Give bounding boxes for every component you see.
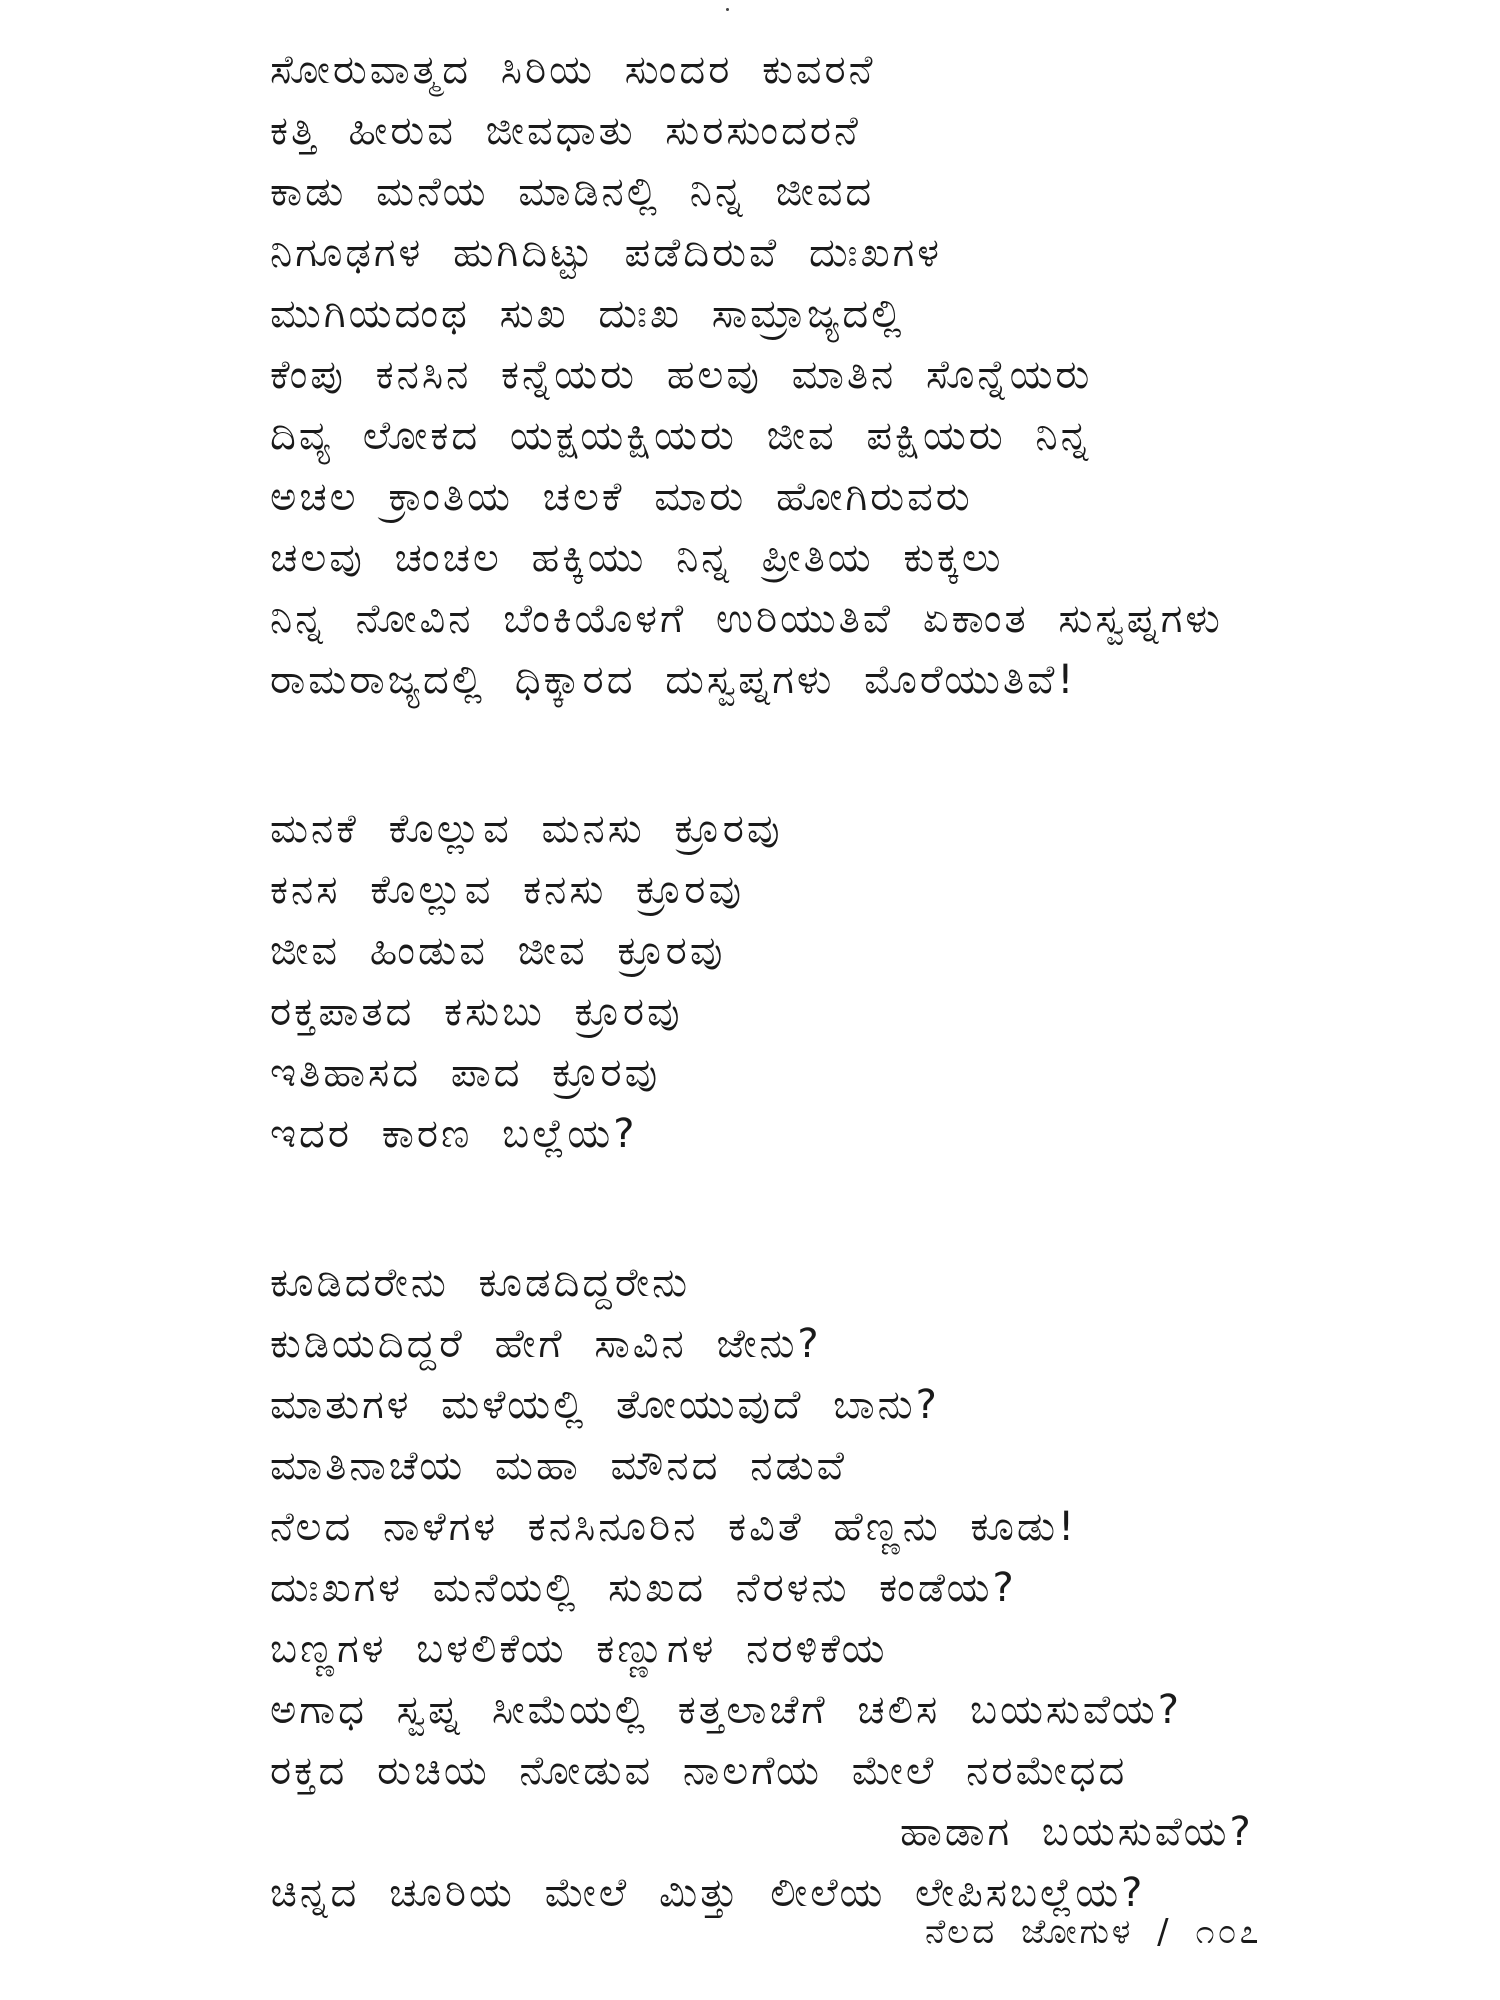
poem-line: ಕೆಂಪು ಕನಸಿನ ಕನ್ನೆಯರು ಹಲವು ಮಾತಿನ ಸೊನ್ನೆಯರು (270, 352, 1093, 398)
poem-line: ಅಗಾಧ ಸ್ವಪ್ನ ಸೀಮೆಯಲ್ಲಿ ಕತ್ತಲಾಚೆಗೆ ಚಲಿಸ ಬಯಸುವೆಯ? (270, 1687, 1182, 1733)
stanza-1 (270, 40, 1270, 711)
print-speck (726, 8, 729, 11)
poem-line: ಕನಸ ಕೊಲ್ಲುವ ಕನಸು ಕ್ರೂರವು (270, 867, 745, 913)
poem-line: ಚಲವು ಚಂಚಲ ಹಕ್ಕಿಯು ನಿನ್ನ ಪ್ರೀತಿಯ ಕುಕ್ಕಲು (270, 535, 1004, 581)
poem-line: ಕುಡಿಯದಿದ್ದರೆ ಹೇಗೆ ಸಾವಿನ ಜೇನು? (270, 1321, 822, 1367)
stanza-break (270, 711, 1270, 799)
poem-line: ಅಚಲ ಕ್ರಾಂತಿಯ ಚಲಕೆ ಮಾರು ಹೋಗಿರುವರು (270, 474, 973, 520)
poem-line: ಜೀವ ಹಿಂಡುವ ಜೀವ ಕ್ರೂರವು (270, 928, 726, 974)
page-number: ೧೦೭ (1195, 1912, 1262, 1952)
poem-line: ಸೋರುವಾತ್ಮದ ಸಿರಿಯ ಸುಂದರ ಕುವರನೆ (270, 47, 876, 93)
poem-line: ಕೂಡಿದರೇನು ಕೂಡದಿದ್ದರೇನು (270, 1260, 691, 1306)
poem-line: ನಿಗೂಢಗಳ ಹುಗಿದಿಟ್ಟು ಪಡೆದಿರುವೆ ದುಃಖಗಳ (270, 230, 942, 276)
poem-line: ನೆಲದ ನಾಳೆಗಳ ಕನಸಿನೂರಿನ ಕವಿತೆ ಹೆಣ್ಣನು ಕೂಡು! (270, 1504, 1078, 1550)
poem-line: ಮಾತಿನಾಚೆಯ ಮಹಾ ಮೌನದ ನಡುವೆ (270, 1443, 847, 1489)
poem-line: ಬಣ್ಣಗಳ ಬಳಲಿಕೆಯ ಕಣ್ಣುಗಳ ನರಳಿಕೆಯ (270, 1626, 888, 1672)
poem-line: ಕಾಡು ಮನೆಯ ಮಾಡಿನಲ್ಲಿ ನಿನ್ನ ಜೀವದ (270, 169, 875, 215)
poem-line: ಮಾತುಗಳ ಮಳೆಯಲ್ಲಿ ತೋಯುವುದೆ ಬಾನು? (270, 1382, 940, 1428)
stanza-3 (270, 1253, 1270, 1924)
poem-line: ರಾಮರಾಜ್ಯದಲ್ಲಿ ಧಿಕ್ಕಾರದ ದುಸ್ವಪ್ನಗಳು ಮೊರೆಯುತಿವೆ! (270, 657, 1077, 703)
poem-line-continuation: ಹಾಡಾಗ ಬಯಸುವೆಯ? (900, 1809, 1254, 1855)
poem-line: ನಿನ್ನ ನೋವಿನ ಬೆಂಕಿಯೊಳಗೆ ಉರಿಯುತಿವೆ ಏಕಾಂತ ಸುಸ್ವಪ್ನಗಳು (270, 596, 1223, 642)
page-footer (925, 1910, 1262, 1954)
poem-line: ದಿವ್ಯ ಲೋಕದ ಯಕ್ಷಯಕ್ಷಿಯರು ಜೀವ ಪಕ್ಷಿಯರು ನಿನ್ನ (270, 413, 1092, 459)
book-title: ನೆಲದ ಜೋಗುಳ (925, 1912, 1134, 1952)
poem-line: ರಕ್ತಪಾತದ ಕಸುಬು ಕ್ರೂರವು (270, 989, 683, 1035)
poem-line: ಮುಗಿಯದಂಥ ಸುಖ ದುಃಖ ಸಾಮ್ರಾಜ್ಯದಲ್ಲಿ (270, 291, 905, 337)
stanza-break (270, 1165, 1270, 1253)
footer-separator: / (1157, 1912, 1172, 1952)
poem-body (270, 40, 1270, 1924)
poem-line: ಕತ್ತಿ ಹೀರುವ ಜೀವಧಾತು ಸುರಸುಂದರನೆ (270, 108, 861, 154)
poem-line: ದುಃಖಗಳ ಮನೆಯಲ್ಲಿ ಸುಖದ ನೆರಳನು ಕಂಡೆಯ? (270, 1565, 1017, 1611)
poem-line: ಇತಿಹಾಸದ ಪಾದ ಕ್ರೂರವು (270, 1050, 661, 1096)
poem-line: ಮನಕೆ ಕೊಲ್ಲುವ ಮನಸು ಕ್ರೂರವು (270, 806, 783, 852)
stanza-2 (270, 799, 1270, 1165)
poem-line: ಇದರ ಕಾರಣ ಬಲ್ಲೆಯ? (270, 1111, 638, 1157)
poem-line: ರಕ್ತದ ರುಚಿಯ ನೋಡುವ ನಾಲಗೆಯ ಮೇಲೆ ನರಮೇಧದ (270, 1748, 1128, 1794)
poem-line: ಚಿನ್ನದ ಚೂರಿಯ ಮೇಲೆ ಮಿತ್ತು ಲೀಲೆಯ ಲೇಪಿಸಬಲ್ಲೆಯ? (270, 1870, 1146, 1916)
